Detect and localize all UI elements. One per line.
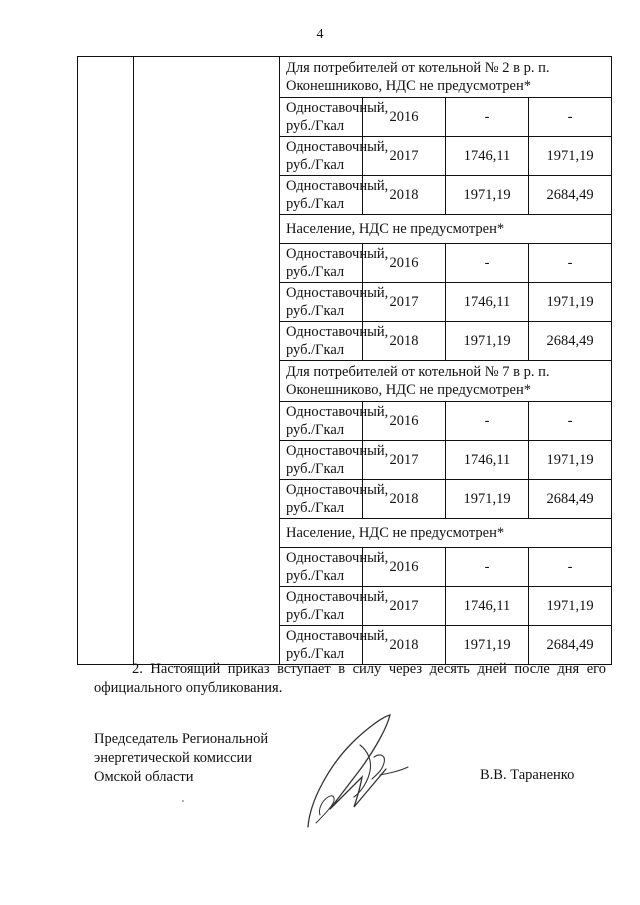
- tariff-type-line: Одноставочный,: [286, 139, 389, 155]
- clause-line-1: 2. Настоящий приказ вступает в силу через десять дней после дня его: [132, 661, 606, 677]
- tariff-type-line: руб./Гкал: [286, 646, 345, 662]
- first-half-price-cell: -: [446, 402, 529, 441]
- year-cell: 2018: [363, 176, 446, 215]
- second-half-price-cell: 2684,49: [529, 480, 612, 519]
- year-cell: 2017: [363, 137, 446, 176]
- signatory-position: [94, 730, 268, 787]
- year-cell: 2016: [363, 244, 446, 283]
- tariff-type-line: Одноставочный,: [286, 589, 389, 605]
- second-half-price-cell: 1971,19: [529, 441, 612, 480]
- tariff-type-cell: [280, 98, 389, 137]
- year-cell: 2016: [363, 98, 446, 137]
- tariff-type-line: руб./Гкал: [286, 264, 345, 280]
- section-header-row: [78, 57, 612, 98]
- handwritten-signature: [290, 705, 420, 835]
- first-half-price-cell: 1971,19: [446, 480, 529, 519]
- tariff-type-line: Одноставочный,: [286, 482, 389, 498]
- tariff-type-cell: [280, 322, 389, 361]
- first-half-price-cell: 1971,19: [446, 176, 529, 215]
- tariff-type-cell: [280, 480, 389, 519]
- tariff-type-line: руб./Гкал: [286, 342, 345, 358]
- tariff-type-line: Одноставочный,: [286, 404, 389, 420]
- tariff-type-line: Одноставочный,: [286, 550, 389, 566]
- page-number: 4: [316, 27, 324, 42]
- tariff-type-line: Одноставочный,: [286, 628, 389, 644]
- tariff-type-line: руб./Гкал: [286, 422, 345, 438]
- tariff-type-cell: [280, 137, 389, 176]
- clause-paragraph: [94, 660, 606, 698]
- position-line-3: Омской области: [94, 769, 194, 785]
- position-line-1: Председатель Региональной: [94, 731, 269, 747]
- section-header-line: Оконешниково, НДС не предусмотрен*: [286, 78, 531, 94]
- section-header-line: Для потребителей от котельной № 7 в р. п.: [286, 364, 550, 380]
- year-cell: 2017: [363, 587, 446, 626]
- tariff-type-cell: [280, 283, 389, 322]
- tariff-type-cell: [280, 548, 389, 587]
- tariff-type-line: руб./Гкал: [286, 196, 345, 212]
- blank-column-a: [78, 57, 134, 665]
- tariff-type-line: Одноставочный,: [286, 324, 389, 340]
- tariff-type-line: Одноставочный,: [286, 178, 389, 194]
- tariff-type-line: руб./Гкал: [286, 461, 345, 477]
- tariff-type-line: руб./Гкал: [286, 500, 345, 516]
- blank-column-b: [134, 57, 280, 665]
- tariff-type-cell: [280, 441, 389, 480]
- section-header: [280, 519, 612, 548]
- year-cell: 2016: [363, 548, 446, 587]
- first-half-price-cell: -: [446, 98, 529, 137]
- second-half-price-cell: 1971,19: [529, 283, 612, 322]
- second-half-price-cell: -: [529, 402, 612, 441]
- tariff-type-cell: [280, 176, 389, 215]
- second-half-price-cell: -: [529, 548, 612, 587]
- section-header: [280, 361, 612, 402]
- tariff-type-cell: [280, 626, 389, 665]
- tariff-type-line: руб./Гкал: [286, 568, 345, 584]
- clause-line-2: официального опубликования.: [94, 680, 283, 696]
- section-header: [280, 57, 612, 98]
- tariff-table: [77, 56, 612, 665]
- scan-speck: [182, 800, 184, 802]
- tariff-type-cell: [280, 587, 389, 626]
- section-header-line: Население, НДС не предусмотрен*: [286, 221, 505, 237]
- tariff-type-line: руб./Гкал: [286, 303, 345, 319]
- position-line-2: энергетической комиссии: [94, 750, 253, 766]
- second-half-price-cell: 1971,19: [529, 137, 612, 176]
- tariff-type-line: руб./Гкал: [286, 607, 345, 623]
- first-half-price-cell: -: [446, 548, 529, 587]
- section-header-line: Население, НДС не предусмотрен*: [286, 525, 505, 541]
- section-header-line: Оконешниково, НДС не предусмотрен*: [286, 382, 531, 398]
- first-half-price-cell: 1971,19: [446, 322, 529, 361]
- tariff-type-line: Одноставочный,: [286, 285, 389, 301]
- signer-name: В.В. Тараненко: [480, 767, 575, 783]
- tariff-type-line: руб./Гкал: [286, 118, 345, 134]
- second-half-price-cell: 1971,19: [529, 587, 612, 626]
- tariff-type-cell: [280, 402, 389, 441]
- first-half-price-cell: 1746,11: [446, 587, 529, 626]
- tariff-type-line: Одноставочный,: [286, 100, 389, 116]
- first-half-price-cell: 1971,19: [446, 626, 529, 665]
- second-half-price-cell: 2684,49: [529, 626, 612, 665]
- tariff-type-line: Одноставочный,: [286, 246, 389, 262]
- first-half-price-cell: 1746,11: [446, 137, 529, 176]
- first-half-price-cell: 1746,11: [446, 283, 529, 322]
- year-cell: 2017: [363, 283, 446, 322]
- second-half-price-cell: 2684,49: [529, 322, 612, 361]
- first-half-price-cell: 1746,11: [446, 441, 529, 480]
- year-cell: 2018: [363, 322, 446, 361]
- year-cell: 2016: [363, 402, 446, 441]
- second-half-price-cell: -: [529, 98, 612, 137]
- year-cell: 2017: [363, 441, 446, 480]
- tariff-type-line: Одноставочный,: [286, 443, 389, 459]
- section-header-line: Для потребителей от котельной № 2 в р. п.: [286, 60, 550, 76]
- year-cell: 2018: [363, 480, 446, 519]
- tariff-type-line: руб./Гкал: [286, 157, 345, 173]
- section-header: [280, 215, 612, 244]
- first-half-price-cell: -: [446, 244, 529, 283]
- second-half-price-cell: -: [529, 244, 612, 283]
- year-cell: 2018: [363, 626, 446, 665]
- tariff-type-cell: [280, 244, 389, 283]
- second-half-price-cell: 2684,49: [529, 176, 612, 215]
